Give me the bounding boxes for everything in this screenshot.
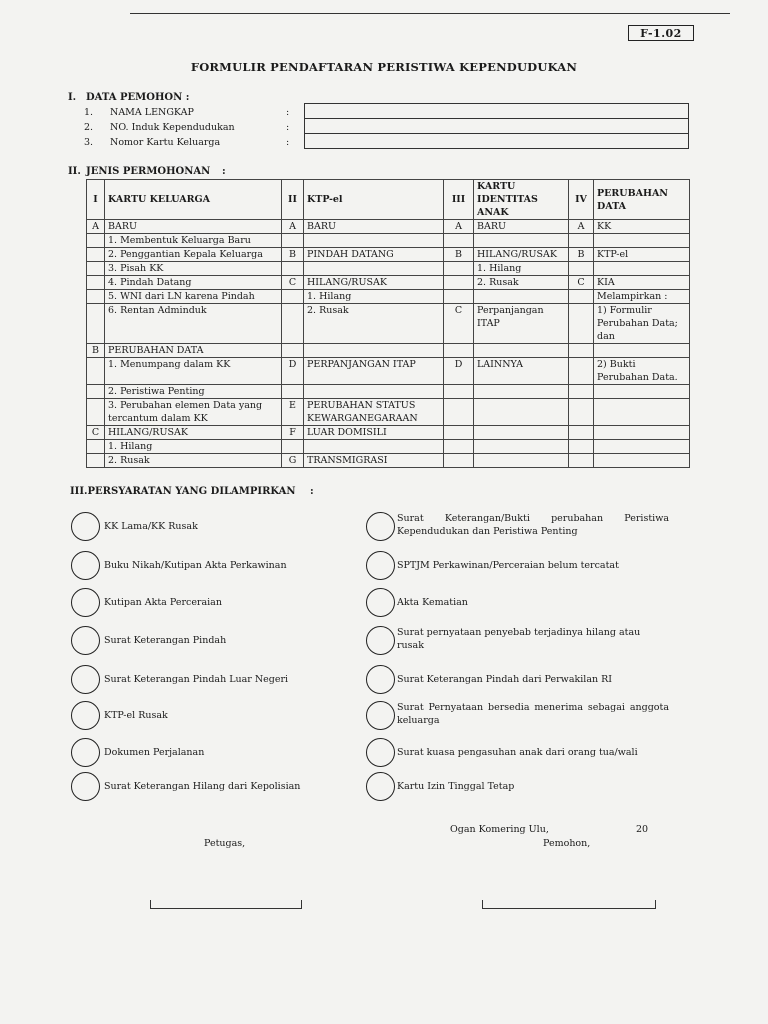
table-cell: [87, 304, 105, 344]
requirement-label: Surat Keterangan Pindah: [104, 635, 227, 646]
table-cell[interactable]: HILANG/RUSAK: [304, 276, 444, 290]
table-header-cell: IV: [569, 180, 594, 220]
table-cell[interactable]: Perpanjangan ITAP: [474, 304, 569, 344]
checkbox-circle[interactable]: [71, 512, 100, 541]
section1-num: I.: [68, 92, 77, 103]
requirement-label: Buku Nikah/Kutipan Akta Perkawinan: [104, 560, 287, 571]
section2-sep: :: [222, 166, 226, 177]
table-cell[interactable]: 2. Rusak: [474, 276, 569, 290]
table-cell: [569, 262, 594, 276]
table-cell: [444, 454, 474, 468]
table-cell: A: [282, 220, 304, 234]
table-header-cell: KARTU KELUARGA: [105, 180, 282, 220]
table-cell: G: [282, 454, 304, 468]
table-cell: D: [444, 358, 474, 385]
table-cell[interactable]: 3. Perubahan elemen Data yang tercantum dalam KK: [105, 399, 282, 426]
applicant-signature-line[interactable]: [482, 900, 656, 909]
field-label: Nomor Kartu Keluarga: [110, 137, 221, 148]
table-row: [87, 399, 690, 426]
checkbox-circle[interactable]: [366, 665, 395, 694]
table-cell: [304, 234, 444, 248]
table-cell: B: [569, 248, 594, 262]
table-cell[interactable]: PINDAH DATANG: [304, 248, 444, 262]
table-cell[interactable]: 1. Hilang: [105, 440, 282, 454]
applicant-input-boxes[interactable]: [304, 103, 689, 149]
table-cell[interactable]: 1. Membentuk Keluarga Baru: [105, 234, 282, 248]
table-cell[interactable]: PERUBAHAN STATUS KEWARGANEGARAAN: [304, 399, 444, 426]
table-row: [87, 220, 690, 234]
table-cell: B: [87, 344, 105, 358]
table-cell: [569, 426, 594, 440]
table-cell[interactable]: PERPANJANGAN ITAP: [304, 358, 444, 385]
table-cell[interactable]: PERUBAHAN DATA: [105, 344, 282, 358]
table-cell: [87, 454, 105, 468]
table-cell: [444, 290, 474, 304]
kk-number-field[interactable]: [304, 133, 689, 149]
table-row: [87, 248, 690, 262]
table-cell: [87, 358, 105, 385]
table-header-cell: KARTU IDENTITAS ANAK: [474, 180, 569, 220]
table-cell: [282, 304, 304, 344]
table-cell[interactable]: 2. Peristiwa Penting: [105, 385, 282, 399]
nik-field[interactable]: [304, 118, 689, 133]
officer-signature-line[interactable]: [150, 900, 302, 909]
table-cell: C: [444, 304, 474, 344]
table-header-cell: II: [282, 180, 304, 220]
field-number: 1.: [84, 107, 94, 118]
top-rule: [130, 13, 730, 14]
table-cell: [444, 234, 474, 248]
signing-year: 20: [636, 824, 649, 835]
table-cell: [282, 290, 304, 304]
requirement-label: KK Lama/KK Rusak: [104, 521, 198, 532]
field-number: 2.: [84, 122, 94, 133]
table-row: [87, 290, 690, 304]
checkbox-circle[interactable]: [71, 701, 100, 730]
table-row: [87, 358, 690, 385]
table-cell[interactable]: KIA: [594, 276, 690, 290]
table-cell[interactable]: Melampirkan :: [594, 290, 690, 304]
table-cell: [594, 426, 690, 440]
table-cell: [444, 344, 474, 358]
table-cell: [87, 276, 105, 290]
table-row: [87, 385, 690, 399]
table-cell: [594, 399, 690, 426]
table-cell[interactable]: TRANSMIGRASI: [304, 454, 444, 468]
field-label: NO. Induk Kependudukan: [110, 122, 235, 133]
table-row: [87, 262, 690, 276]
table-cell[interactable]: LUAR DOMISILI: [304, 426, 444, 440]
table-row: [87, 234, 690, 248]
table-cell: A: [87, 220, 105, 234]
checkbox-circle[interactable]: [71, 588, 100, 617]
table-cell[interactable]: BARU: [304, 220, 444, 234]
request-type-table: [86, 179, 690, 468]
checkbox-circle[interactable]: [71, 772, 100, 801]
table-cell: [87, 262, 105, 276]
table-cell: [444, 399, 474, 426]
table-cell: [474, 290, 569, 304]
table-cell[interactable]: 3. Pisah KK: [105, 262, 282, 276]
checkbox-circle[interactable]: [71, 665, 100, 694]
table-cell: [282, 234, 304, 248]
table-cell[interactable]: BARU: [105, 220, 282, 234]
table-cell[interactable]: KTP-el: [594, 248, 690, 262]
table-row: [87, 426, 690, 440]
table-cell[interactable]: 1. Hilang: [474, 262, 569, 276]
table-cell: [444, 262, 474, 276]
table-row: [87, 440, 690, 454]
checkbox-circle[interactable]: [366, 772, 395, 801]
checkbox-circle[interactable]: [71, 738, 100, 767]
officer-label: Petugas,: [204, 838, 246, 849]
table-cell: [444, 440, 474, 454]
table-row: [87, 454, 690, 468]
requirement-label: SPTJM Perkawinan/Perceraian belum tercatat: [397, 560, 619, 571]
table-cell: [594, 385, 690, 399]
table-cell: [304, 385, 444, 399]
requirement-label: Surat Pernyataan bersedia menerima sebagai anggota keluarga: [397, 702, 669, 726]
requirement-label: Kutipan Akta Perceraian: [104, 597, 222, 608]
table-row: [87, 276, 690, 290]
table-cell: A: [444, 220, 474, 234]
checkbox-circle[interactable]: [366, 701, 395, 730]
table-cell: [87, 248, 105, 262]
section2-heading: JENIS PERMOHONAN: [86, 166, 211, 177]
field-separator: :: [286, 122, 290, 133]
field-label: NAMA LENGKAP: [110, 107, 194, 118]
signing-place: Ogan Komering Ulu,: [450, 824, 549, 835]
table-cell: [569, 399, 594, 426]
table-cell[interactable]: 1. Menumpang dalam KK: [105, 358, 282, 385]
table-cell: C: [87, 426, 105, 440]
table-cell[interactable]: HILANG/RUSAK: [474, 248, 569, 262]
table-cell[interactable]: 2. Penggantian Kepala Keluarga: [105, 248, 282, 262]
table-cell: [282, 344, 304, 358]
table-cell: [444, 385, 474, 399]
table-header-cell: KTP-el: [304, 180, 444, 220]
section3-heading: III.PERSYARATAN YANG DILAMPIRKAN: [70, 486, 296, 497]
table-cell[interactable]: 2. Rusak: [304, 304, 444, 344]
requirement-label: Kartu Izin Tinggal Tetap: [397, 781, 515, 792]
checkbox-circle[interactable]: [366, 512, 395, 541]
table-cell: [594, 344, 690, 358]
table-header-cell: PERUBAHAN DATA: [594, 180, 690, 220]
table-cell: [594, 440, 690, 454]
table-header-row: [87, 180, 690, 220]
field-separator: :: [286, 107, 290, 118]
applicant-label: Pemohon,: [543, 838, 591, 849]
requirement-label: Surat Keterangan Hilang dari Kepolisian: [104, 781, 301, 792]
table-cell: [282, 262, 304, 276]
table-cell: A: [569, 220, 594, 234]
requirement-label: Surat Keterangan Pindah Luar Negeri: [104, 674, 289, 685]
table-cell: B: [444, 248, 474, 262]
table-row: [87, 344, 690, 358]
field-separator: :: [286, 137, 290, 148]
table-cell: C: [569, 276, 594, 290]
requirement-label: Surat kuasa pengasuhan anak dari orang tua/wali: [397, 747, 638, 758]
section1-heading: DATA PEMOHON :: [86, 92, 190, 103]
field-number: 3.: [84, 137, 94, 148]
table-cell: [282, 385, 304, 399]
table-header-cell: I: [87, 180, 105, 220]
table-cell: [444, 276, 474, 290]
table-cell[interactable]: 4. Pindah Datang: [105, 276, 282, 290]
table-cell: [474, 399, 569, 426]
table-cell: B: [282, 248, 304, 262]
table-cell: [87, 234, 105, 248]
requirement-label: Surat Keterangan/Bukti perubahan Peristiwa Kependudukan dan Peristiwa Penting: [397, 513, 669, 537]
table-cell: [569, 304, 594, 344]
table-cell: [444, 426, 474, 440]
table-cell: [87, 440, 105, 454]
table-cell[interactable]: 1. Hilang: [304, 290, 444, 304]
table-cell: [594, 454, 690, 468]
table-cell: [569, 358, 594, 385]
table-cell: [304, 344, 444, 358]
checkbox-circle[interactable]: [366, 551, 395, 580]
form-code: F-1.02: [628, 25, 694, 41]
table-cell: [569, 234, 594, 248]
requirement-label: Akta Kematian: [397, 597, 468, 608]
table-cell: [304, 440, 444, 454]
table-cell: [87, 399, 105, 426]
table-cell: [87, 385, 105, 399]
table-cell: F: [282, 426, 304, 440]
requirement-label: Surat pernyataan penyebab terjadinya hilang atau rusak: [397, 627, 641, 651]
checkbox-circle[interactable]: [366, 588, 395, 617]
table-cell: E: [282, 399, 304, 426]
table-cell: [474, 440, 569, 454]
table-header-cell: III: [444, 180, 474, 220]
table-cell: [474, 385, 569, 399]
table-cell[interactable]: 6. Rentan Adminduk: [105, 304, 282, 344]
table-cell: [569, 385, 594, 399]
section2-num: II.: [68, 166, 81, 177]
table-cell[interactable]: 5. WNI dari LN karena Pindah: [105, 290, 282, 304]
table-cell[interactable]: LAINNYA: [474, 358, 569, 385]
table-cell[interactable]: 1) Formulir Perubahan Data; dan: [594, 304, 690, 344]
table-cell: [474, 454, 569, 468]
table-cell[interactable]: 2) Bukti Perubahan Data.: [594, 358, 690, 385]
requirement-label: Dokumen Perjalanan: [104, 747, 205, 758]
table-cell: [87, 290, 105, 304]
table-cell: D: [282, 358, 304, 385]
form-title: FORMULIR PENDAFTARAN PERISTIWA KEPENDUDUKAN: [190, 60, 578, 74]
table-cell: [304, 262, 444, 276]
table-cell: [474, 234, 569, 248]
checkbox-circle[interactable]: [71, 626, 100, 655]
requirement-label: KTP-el Rusak: [104, 710, 168, 721]
requirement-label: Surat Keterangan Pindah dari Perwakilan RI: [397, 674, 613, 685]
checkbox-circle[interactable]: [366, 738, 395, 767]
table-cell[interactable]: BARU: [474, 220, 569, 234]
table-cell: [569, 454, 594, 468]
table-cell: [569, 290, 594, 304]
table-cell: [474, 426, 569, 440]
table-cell: [569, 440, 594, 454]
section3-sep: :: [310, 486, 314, 497]
table-cell[interactable]: KK: [594, 220, 690, 234]
table-cell: [282, 440, 304, 454]
name-field[interactable]: [304, 103, 689, 118]
table-cell: C: [282, 276, 304, 290]
table-row: [87, 304, 690, 344]
checkbox-circle[interactable]: [366, 626, 395, 655]
table-cell: [594, 262, 690, 276]
table-cell: [569, 344, 594, 358]
checkbox-circle[interactable]: [71, 551, 100, 580]
table-cell: [594, 234, 690, 248]
table-cell[interactable]: 2. Rusak: [105, 454, 282, 468]
table-cell: [474, 344, 569, 358]
table-cell[interactable]: HILANG/RUSAK: [105, 426, 282, 440]
